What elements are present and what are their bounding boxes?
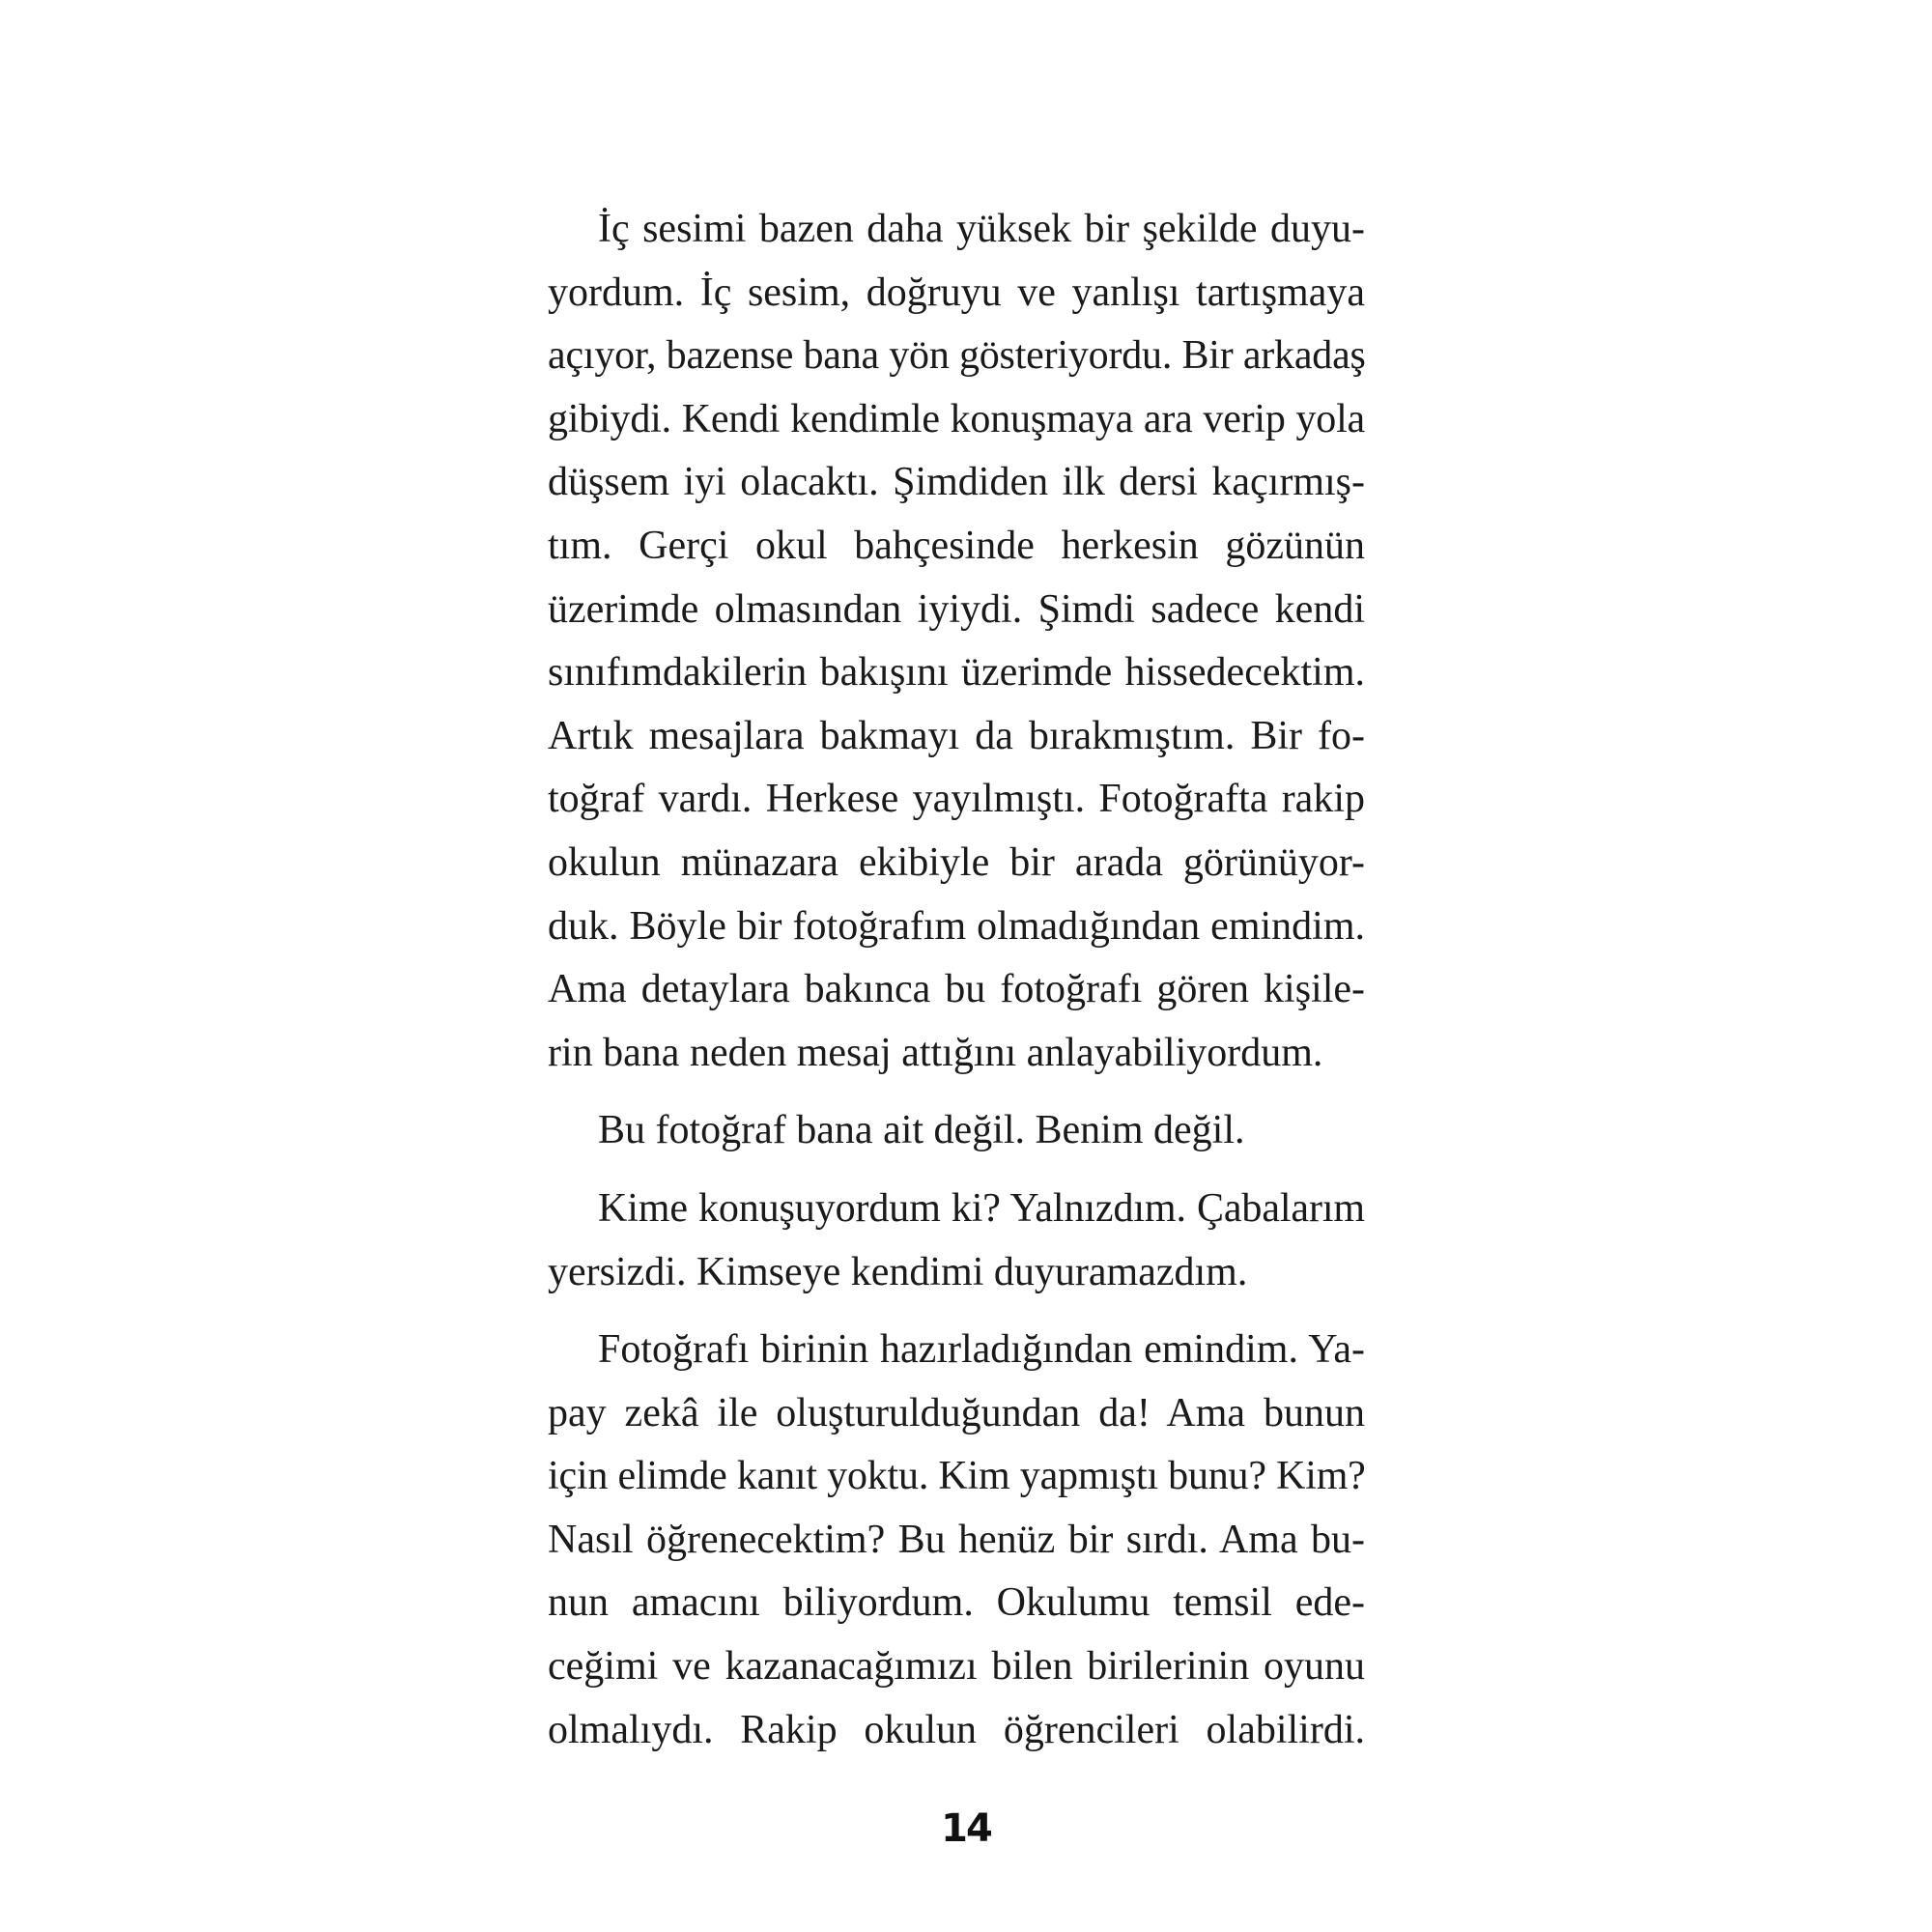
text-line: pay zekâ ile oluşturulduğundan da! Ama bunun xyxy=(548,1390,1365,1435)
text-line: İç sesimi bazen daha yüksek bir şekilde duyu- xyxy=(598,207,1365,251)
text-line: duk. Böyle bir fotoğrafım olmadığından emindim. xyxy=(548,903,1365,949)
text-line: Kime konuşuyordum ki? Yalnızdım. Çabalarım xyxy=(598,1185,1365,1231)
paragraph-gap xyxy=(548,1304,1365,1319)
paragraph-3 xyxy=(548,1178,1365,1304)
text-line: açıyor, bazense bana yön gösteriyordu. Bir arkadaş xyxy=(548,333,1366,379)
text-line: yordum. İç sesim, doğruyu ve yanlışı tartışmaya xyxy=(548,270,1365,315)
text-line: nun amacını biliyordum. Okulumu temsil ede- xyxy=(548,1580,1365,1626)
text-line: üzerimde olmasından iyiydi. Şimdi sadece kendi xyxy=(548,586,1365,632)
text-line: Fotoğrafı birinin hazırladığından emindim. Ya- xyxy=(598,1327,1365,1373)
text-line: Ama detaylara bakınca bu fotoğrafı gören kişile- xyxy=(548,967,1365,1012)
text-line: düşsem iyi olacaktı. Şimdiden ilk dersi kaçırmış- xyxy=(548,460,1365,505)
paragraph-gap xyxy=(548,1163,1365,1178)
text-line: ceğimi ve kazanacağımızı bilen birilerinin oyunu xyxy=(548,1644,1365,1690)
paragraph-2 xyxy=(548,1099,1365,1163)
paragraph-1 xyxy=(548,198,1365,1085)
text-line: gibiydi. Kendi kendimle konuşmaya ara verip yola xyxy=(548,396,1365,441)
text-line: okulun münazara ekibiyle bir arada görünüyor- xyxy=(548,839,1365,885)
text-line: yersizdi. Kimseye kendimi duyuramazdım. xyxy=(548,1249,1248,1294)
text-line: olmalıydı. Rakip okulun öğrencileri olabilirdi. xyxy=(548,1707,1365,1752)
text-line: toğraf vardı. Herkese yayılmıştı. Fotoğrafta rakip xyxy=(548,777,1365,822)
text-line: rin bana neden mesaj attığını anlayabiliyordum. xyxy=(548,1030,1323,1075)
paragraph-4 xyxy=(548,1319,1365,1762)
text-line: Nasıl öğrenecektim? Bu henüz bir sırdı. Ama bu- xyxy=(548,1517,1365,1562)
paragraph-gap xyxy=(548,1085,1365,1099)
body-text xyxy=(548,198,1365,1762)
text-line: sınıfımdakilerin bakışını üzerimde hissedecektim. xyxy=(548,650,1365,696)
text-line: Bu fotoğraf bana ait değil. Benim değil. xyxy=(598,1108,1245,1153)
text-line: için elimde kanıt yoktu. Kim yapmıştı bunu? Kim? xyxy=(548,1454,1366,1499)
text-line: Artık mesajlara bakmayı da bırakmıştım. Bir fo- xyxy=(548,713,1365,758)
text-line: tım. Gerçi okul bahçesinde herkesin gözünün xyxy=(548,523,1365,568)
page-number: 14 xyxy=(941,1806,991,1851)
